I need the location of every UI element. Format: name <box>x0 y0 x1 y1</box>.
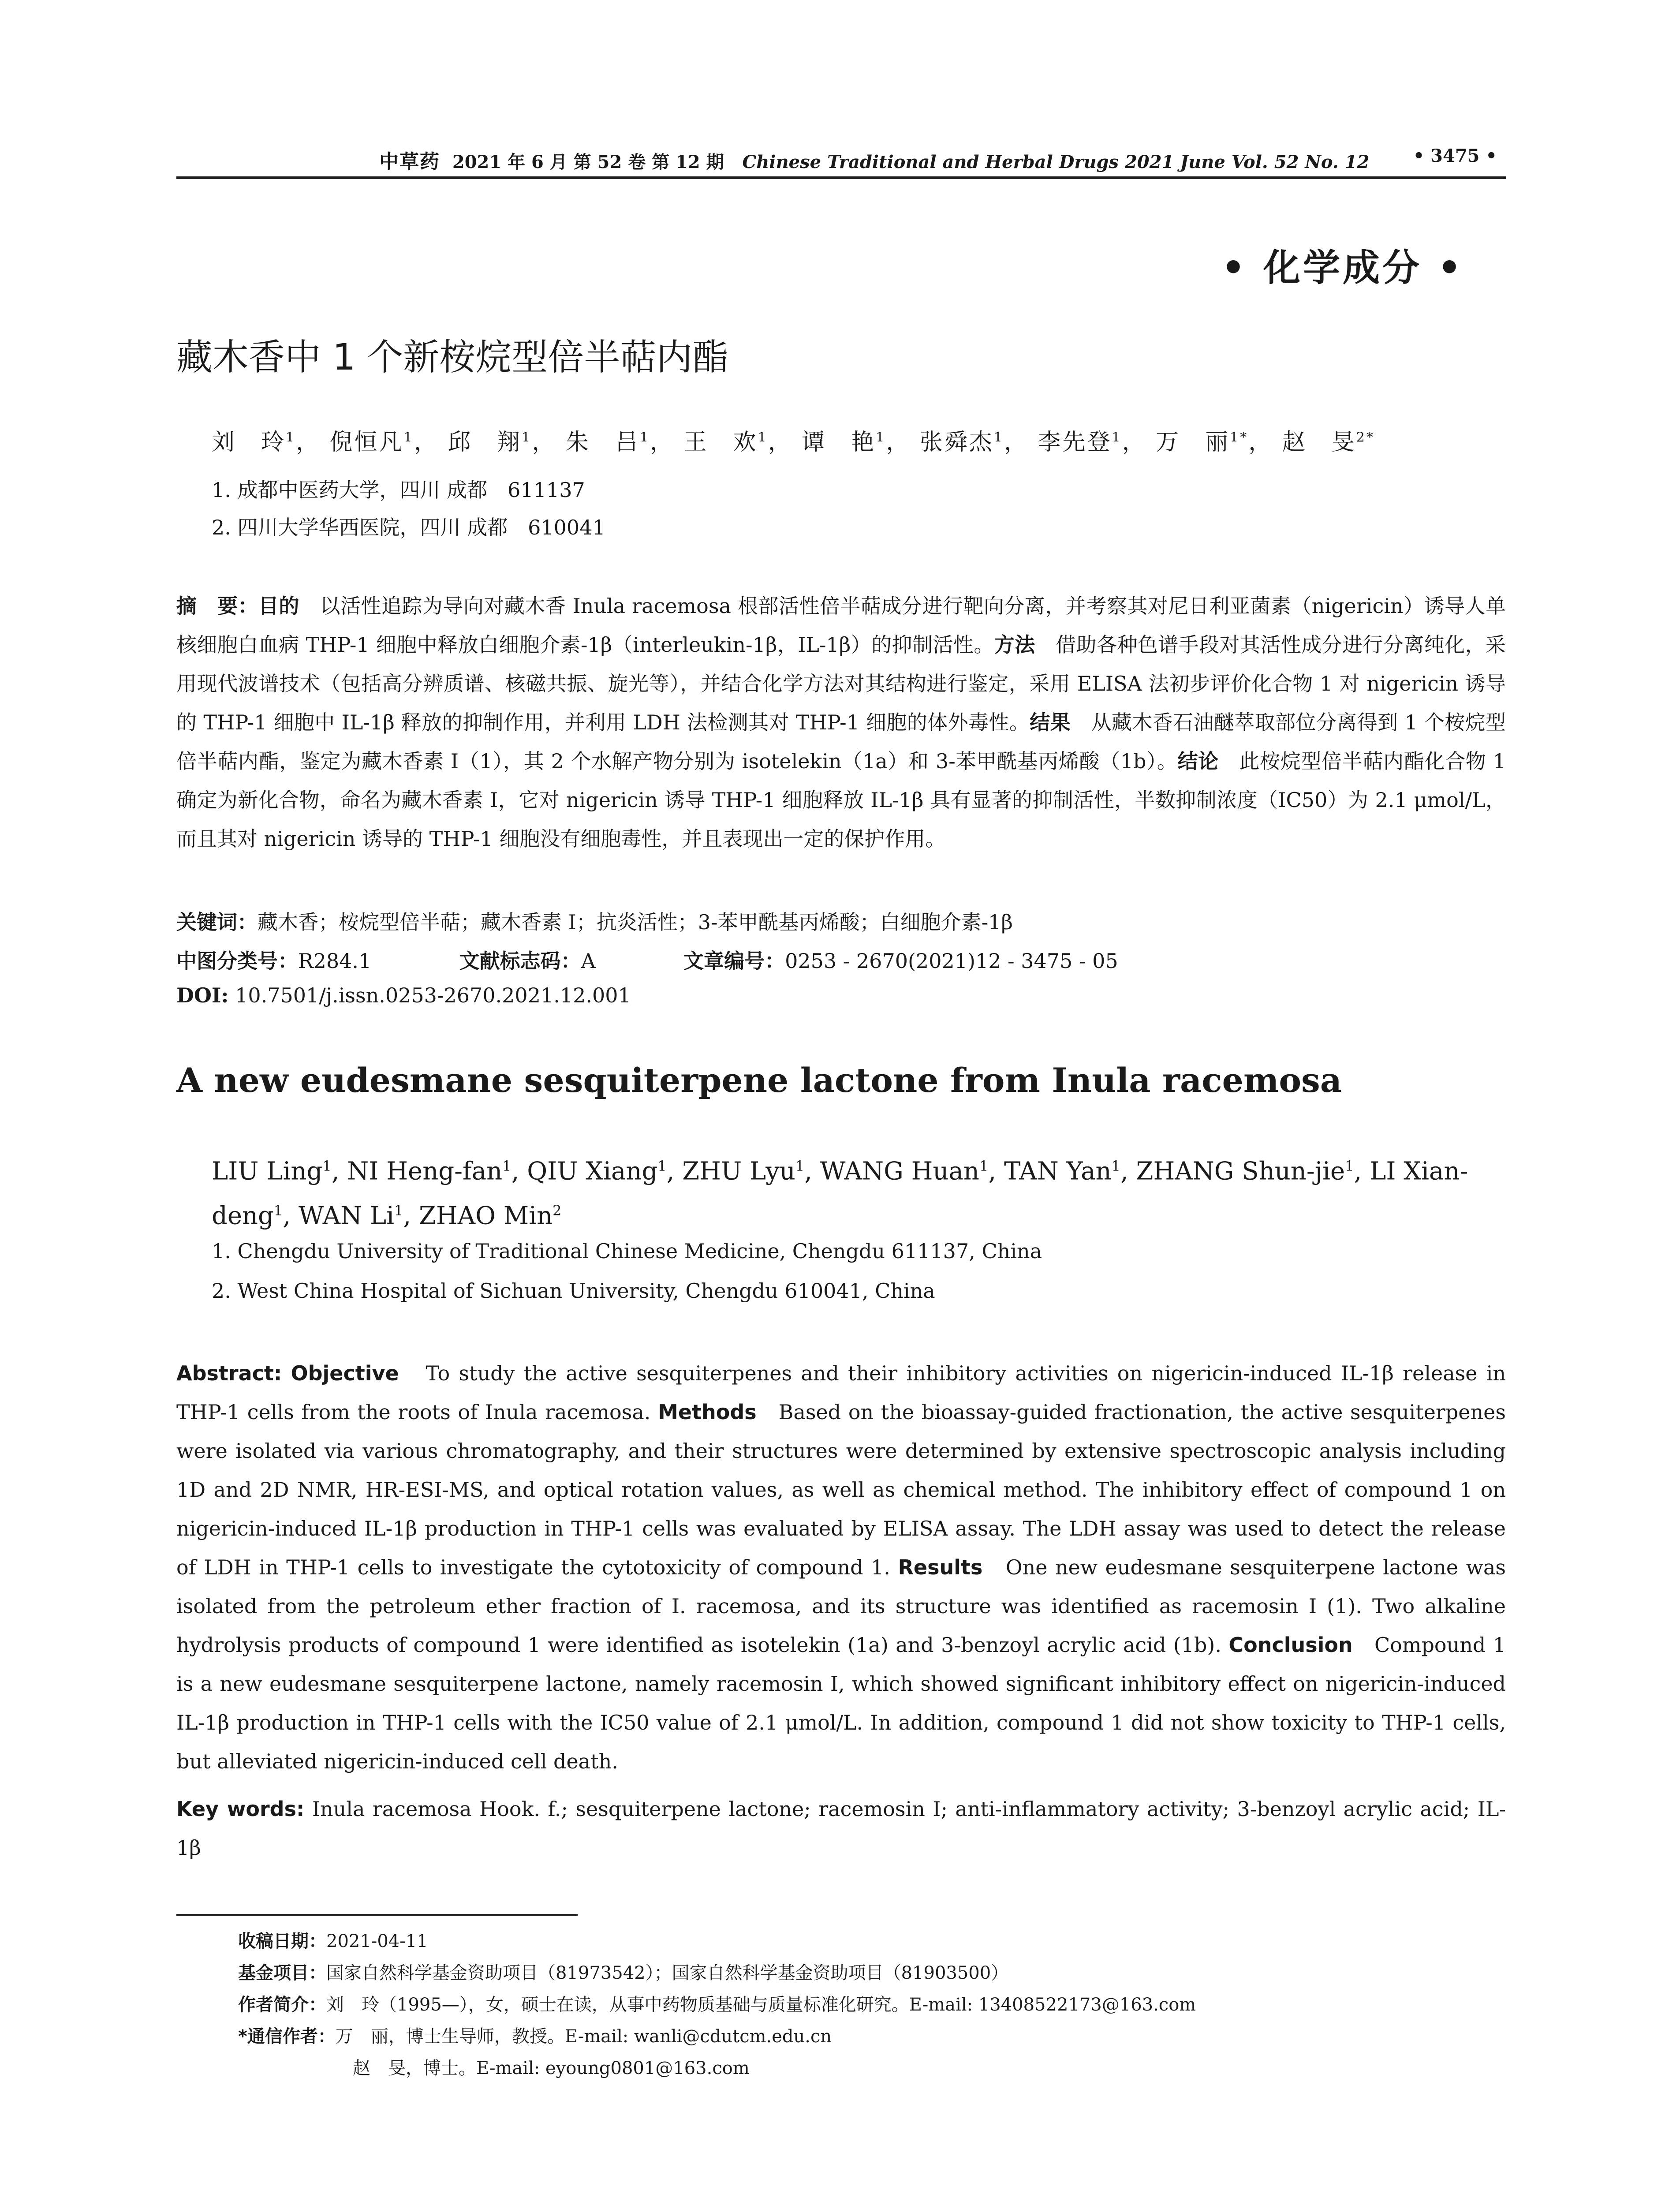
keywords-en: Key words: Inula racemosa Hook. f.; sesquiterpene lactone; racemosin I; anti-inflammatory activity; 3-benzoyl acrylic acid; IL-1β <box>176 1797 1506 1860</box>
author-cn: 王 欢$^1$ <box>683 429 768 456</box>
page-number: • 3475 • <box>1413 146 1497 166</box>
journal-name-cn: 中草药 <box>379 150 440 173</box>
abstract-cn-label: 摘 要： <box>176 594 258 618</box>
running-header <box>176 146 1506 176</box>
doi-line: DOI: 10.7501/j.issn.0253-2670.2021.12.001 <box>176 983 631 1007</box>
authors-en: LIU Ling$^1$, NI Heng-fan$^1$, QIU Xiang$^1$, ZHU Lyu$^1$, WANG Huan$^1$, TAN Yan$^1$, ZHANG Shun-jie$^1$, LI Xian-deng$^1$, WAN Li$^1$, ZHAO Min$^2$ <box>212 1157 1468 1230</box>
funding: 基金项目：国家自然科学基金资助项目（81973542）；国家自然科学基金资助项目（81903500） <box>238 1963 1009 1983</box>
journal-name-en: Chinese Traditional and Herbal Drugs 2021 June Vol. 52 No. 12 <box>742 152 1370 172</box>
author-cn: 倪恒凡$^1$ <box>329 429 414 456</box>
corresponding-author-1: *通信作者：万 丽，博士生导师，教授。E-mail: wanli@cdutcm.edu.cn <box>238 2026 832 2047</box>
classification-line: 中图分类号：R284.1 文献标志码：A 文章编号：0253 - 2670(2021)12 - 3475 - 05 <box>176 949 1118 973</box>
author-cn: 李先登$^1$ <box>1038 429 1122 456</box>
author-cn: 赵 旻$^{2*}$ <box>1282 429 1375 456</box>
journal-line <box>379 146 1369 174</box>
keywords-cn: 关键词：藏木香；桉烷型倍半萜；藏木香素 I；抗炎活性；3-苯甲酰基丙烯酸；白细胞介素-1β <box>176 910 1013 934</box>
author-bio: 作者简介：刘 玲（1995—），女，硕士在读，从事中药物质基础与质量标准化研究。E-mail: 13408522173@163.com <box>238 1995 1196 2015</box>
affiliation-en-1: 1. Chengdu University of Traditional Chinese Medicine, Chengdu 611137, China <box>212 1239 1042 1263</box>
issue-cn: 2021 年 6 月 第 52 卷 第 12 期 <box>452 152 724 172</box>
section-label: • 化学成分 • <box>1221 246 1464 289</box>
author-cn: 谭 艳$^1$ <box>802 429 886 456</box>
abstract-cn: 摘 要：目的 以活性追踪为导向对藏木香 Inula racemosa 根部活性倍半萜成分进行靶向分离，并考察其对尼日利亚菌素（nigericin）诱导人单核细胞白血病 THP-1 细胞中释放白细胞介素-1β（interleukin-1β，IL-1β）的抑制活性。方法 借助各种色谱手段对其活性成分进行分离纯化，采用现代波谱技术（包括高分辨质谱、核磁共振、旋光等），并结合化学方法对其结构进行鉴定，采用 ELISA 法初步评价化合物 1 对 nigericin 诱导的 THP-1 细胞中 IL-1β 释放的抑制作用，并利用 LDH 法检测其对 THP-1 细胞的体外毒性。结果 从藏木香石油醚萃取部位分离得到 1 个桉烷型倍半萜内酯，鉴定为藏木香素 I（1），其 2 个水解产物分别为 isotelekin（1a）和 3-苯甲酰基丙烯酸（1b）。结论 此桉烷型倍半萜内酯化合物 1 确定为新化合物，命名为藏木香素 I，它对 nigericin 诱导 THP-1 细胞释放 IL-1β 具有显著的抑制活性，半数抑制浓度（IC50）为 2.1 μmol/L，而且其对 nigericin 诱导的 THP-1 细胞没有细胞毒性，并且表现出一定的保护作用。 <box>176 594 1506 851</box>
author-cn: 邱 翔$^1$ <box>448 429 532 456</box>
header-rule <box>176 176 1506 179</box>
affiliation-en-2: 2. West China Hospital of Sichuan University, Chengdu 610041, China <box>212 1279 935 1303</box>
affiliation-cn-2: 2. 四川大学华西医院，四川 成都 610041 <box>212 516 605 539</box>
author-cn: 刘 玲$^1$ <box>212 429 296 456</box>
title-en: A new eudesmane sesquiterpene lactone from Inula racemosa <box>176 1061 1342 1100</box>
authors-cn: 刘 玲$^1$， 倪恒凡$^1$， 邱 翔$^1$， 朱 吕$^1$， 王 欢$^1$， 谭 艳$^1$， 张舜杰$^1$， 李先登$^1$， 万 丽$^{1*}$， 赵 旻$^{2*}$ <box>212 429 1375 456</box>
received-date: 收稿日期：2021-04-11 <box>238 1931 428 1951</box>
affiliation-cn-1: 1. 成都中医药大学，四川 成都 611137 <box>212 478 585 502</box>
abstract-en: Abstract: Objective To study the active sesquiterpenes and their inhibitory activities on nigericin-induced IL-1β release in THP-1 cells from the roots of Inula racemosa. Methods Based on the bioassay-guided fractionation, the active sesquiterpenes were isolated via various chromatography, and their structures were determined by extensive spectroscopic analysis including 1D and 2D NMR, HR-ESI-MS, and optical rotation values, as well as chemical method. The inhibitory effect of compound 1 on nigericin-induced IL-1β production in THP-1 cells was evaluated by ELISA assay. The LDH assay was used to detect the release of LDH in THP-1 cells to investigate the cytotoxicity of compound 1. Results One new eudesmane sesquiterpene lactone was isolated from the petroleum ether fraction of I. racemosa, and its structure was identified as racemosin I (1). Two alkaline hydrolysis products of compound 1 were identified as isotelekin (1a) and 3-benzoyl acrylic acid (1b). Conclusion Compound 1 is a new eudesmane sesquiterpene lactone, namely racemosin I, which showed significant inhibitory effect on nigericin-induced IL-1β production in THP-1 cells with the IC50 value of 2.1 μmol/L. In addition, compound 1 did not show toxicity to THP-1 cells, but alleviated nigericin-induced cell death. <box>176 1361 1506 1773</box>
title-cn: 藏木香中 1 个新桉烷型倍半萜内酯 <box>176 336 729 378</box>
author-cn: 张舜杰$^1$ <box>919 429 1004 456</box>
author-cn: 朱 吕$^1$ <box>565 429 650 456</box>
corresponding-author-2: 赵 旻，博士。E-mail: eyoung0801@163.com <box>353 2058 750 2078</box>
footnote-rule <box>176 1914 578 1916</box>
author-cn: 万 丽$^{1*}$ <box>1156 429 1249 456</box>
